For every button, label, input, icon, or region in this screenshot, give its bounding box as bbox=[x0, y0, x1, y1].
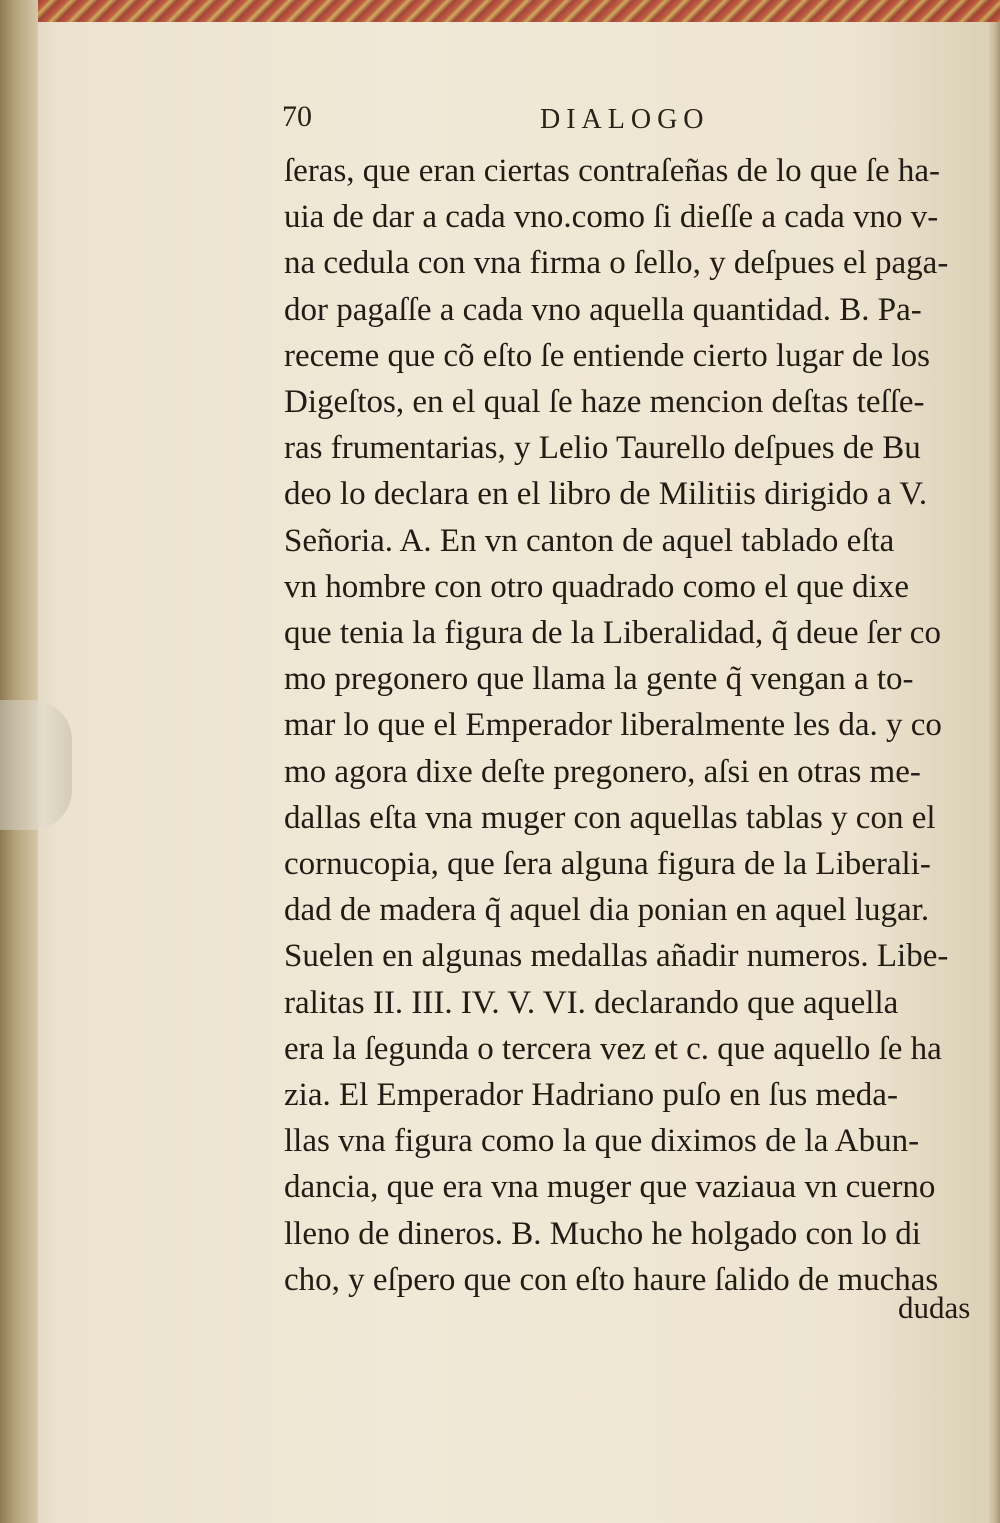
text-line: Digeſtos, en el qual ſe haze mencion deſtas teſſe- bbox=[284, 384, 925, 421]
text-line: cornucopia, que ſera alguna figura de la Liberali- bbox=[284, 846, 931, 883]
page-number: 70 bbox=[282, 100, 312, 133]
binding-edge bbox=[0, 0, 1000, 22]
page-clip bbox=[0, 700, 72, 830]
catchword: dudas bbox=[898, 1290, 971, 1325]
text-line: ſeras, que eran ciertas contraſeñas de lo que ſe ha- bbox=[284, 153, 941, 189]
text-line: cho, y eſpero que con eſto haure ſalido de muchas bbox=[284, 1261, 939, 1298]
text-line: na cedula con vna firma o ſello, y deſpues el paga- bbox=[284, 245, 949, 282]
text-line: uia de dar a cada vno.como ſi dieſſe a cada vno v- bbox=[284, 199, 939, 236]
fore-edge bbox=[986, 22, 1000, 1523]
text-line: dallas eſta vna muger con aquellas tablas y con el bbox=[284, 799, 936, 836]
body-text bbox=[284, 148, 984, 1303]
text-line: mar lo que el Emperador liberalmente les da. y co bbox=[284, 707, 942, 744]
text-line: ralitas II. III. IV. V. VI. declarando que aquella bbox=[284, 984, 899, 1021]
text-line: Señoria. A. En vn canton de aquel tablado eſta bbox=[284, 522, 895, 559]
running-head: DIALOGO bbox=[540, 104, 710, 135]
text-line: lleno de dineros. B. Mucho he holgado con lo di bbox=[284, 1215, 921, 1252]
text-line: mo pregonero que llama la gente q̃ vengan a to- bbox=[284, 661, 914, 698]
text-line: receme que cõ eſto ſe entiende cierto lugar de los bbox=[284, 337, 930, 374]
text-line: zia. El Emperador Hadriano puſo en ſus meda- bbox=[284, 1077, 898, 1114]
text-line: llas vna figura como la que diximos de la Abun- bbox=[284, 1123, 920, 1160]
text-line: dor pagaſſe a cada vno aquella quantidad. B. Pa- bbox=[284, 291, 922, 328]
text-line: Suelen en algunas medallas añadir numeros. Libe- bbox=[284, 938, 949, 975]
text-line: vn hombre con otro quadrado como el que dixe bbox=[284, 568, 909, 605]
text-line: dancia, que era vna muger que vaziaua vn cuerno bbox=[284, 1169, 936, 1206]
text-line: ras frumentarias, y Lelio Taurello deſpues de Bu bbox=[284, 430, 921, 467]
text-line: que tenia la figura de la Liberalidad, q̃ deue ſer co bbox=[284, 615, 941, 652]
text-line: deo lo declara en el libro de Militiis dirigido a V. bbox=[284, 476, 928, 513]
text-line: dad de madera q̃ aquel dia ponian en aquel lugar. bbox=[284, 892, 930, 929]
text-line: era la ſegunda o tercera vez et c. que aquello ſe ha bbox=[284, 1030, 942, 1067]
text-line: mo agora dixe deſte pregonero, aſsi en otras me- bbox=[284, 753, 921, 790]
